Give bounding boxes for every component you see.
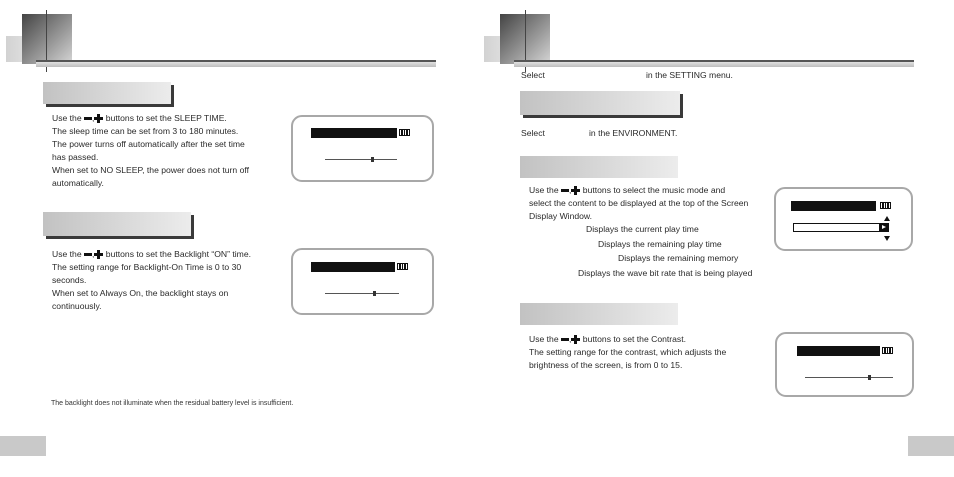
music-use-the: Use the (529, 185, 559, 195)
lcd-slider-track (805, 377, 893, 378)
battery-icon (399, 129, 410, 136)
play-icon-triangle (882, 225, 886, 229)
lcd-title-bar (311, 262, 395, 272)
music-line-1: buttons to select the music mode and (582, 185, 726, 195)
backlight-line-5: continuously. (52, 301, 102, 311)
sleep-use-the: Use the (52, 113, 82, 123)
lcd-slider-thumb (868, 375, 871, 380)
contrast-line-2: The setting range for the contrast, which adjusts the (529, 347, 727, 357)
music-comma: , (569, 185, 572, 195)
lcd-title-bar (791, 201, 876, 211)
battery-icon (880, 202, 891, 209)
contrast-use-the: Use the (529, 334, 559, 344)
scroll-up-arrow-icon (884, 216, 890, 221)
plus-button-icon (94, 114, 103, 123)
backlight-line-3: seconds. (52, 275, 87, 285)
backlight-description (52, 248, 292, 313)
sleep-line-3: The power turns off automatically after the set time (52, 139, 245, 149)
sleep-line-5: When set to NO SLEEP, the power does not turn off (52, 165, 249, 175)
music-mode-lcd-screen (774, 187, 913, 251)
intro-select-setting (521, 69, 821, 82)
backlight-use-the: Use the (52, 249, 82, 259)
plus-button-icon (571, 186, 580, 195)
backlight-line-2: The setting range for Backlight-On Time is 0 to 30 (52, 262, 242, 272)
sleep-lcd-screen (291, 115, 434, 182)
sleep-line-4: has passed. (52, 152, 99, 162)
contrast-line-3: brightness of the screen, is from 0 to 15. (529, 360, 683, 370)
backlight-title-box (43, 212, 191, 236)
plus-button-icon (571, 335, 580, 344)
header-bar-left (36, 62, 436, 67)
battery-icon (882, 347, 893, 354)
music-option-4: Displays the wave bit rate that is being played (578, 268, 753, 278)
music-option-1: Displays the current play time (586, 224, 699, 234)
lcd-slider-thumb (371, 157, 374, 162)
intro2-rest: in the ENVIRONMENT. (589, 128, 678, 138)
intro1-rest: in the SETTING menu. (646, 70, 733, 80)
intro2-select: Select (521, 128, 545, 138)
sleep-title-box (43, 82, 171, 104)
lcd-slider-thumb (373, 291, 376, 296)
contrast-description (529, 333, 779, 372)
minus-button-icon (561, 189, 569, 192)
music-option-2: Displays the remaining play time (598, 239, 722, 249)
minus-button-icon (84, 117, 92, 120)
right-page-number-tab (908, 436, 954, 456)
lcd-title-bar (311, 128, 397, 138)
sleep-line-2: The sleep time can be set from 3 to 180 minutes. (52, 126, 239, 136)
backlight-footnote: The backlight does not illuminate when the residual battery level is insufficient. (51, 400, 294, 407)
left-page-number-tab (0, 436, 46, 456)
battery-icon (397, 263, 408, 270)
lcd-slider-track (325, 159, 397, 160)
lcd-title-bar (797, 346, 880, 356)
music-mode-description (529, 184, 779, 223)
sleep-line-1: buttons to set the SLEEP TIME. (105, 113, 227, 123)
scroll-down-arrow-icon (884, 236, 890, 241)
environment-title-box (520, 91, 680, 115)
backlight-comma: , (92, 249, 95, 259)
header-decoration-dark-left (22, 14, 72, 64)
intro-select-environment (521, 127, 821, 140)
backlight-line-1: buttons to set the Backlight “ON” time. (105, 249, 251, 259)
contrast-line-1: buttons to set the Contrast. (582, 334, 686, 344)
music-option-3: Displays the remaining memory (618, 253, 739, 263)
intro1-select: Select (521, 70, 545, 80)
header-bar-right (514, 62, 914, 67)
backlight-line-4: When set to Always On, the backlight stays on (52, 288, 229, 298)
music-line-3: Display Window. (529, 211, 593, 221)
sleep-description (52, 112, 292, 190)
music-mode-title-box (520, 156, 678, 178)
contrast-title-box (520, 303, 678, 325)
backlight-lcd-screen (291, 248, 434, 315)
lcd-selected-row (793, 223, 888, 232)
music-line-2: select the content to be displayed at the top of the Screen (529, 198, 749, 208)
contrast-lcd-screen (775, 332, 914, 397)
plus-button-icon (94, 250, 103, 259)
sleep-line-6: automatically. (52, 178, 104, 188)
minus-button-icon (561, 338, 569, 341)
minus-button-icon (84, 253, 92, 256)
lcd-slider-track (325, 293, 399, 294)
contrast-comma: , (569, 334, 572, 344)
sleep-comma: , (92, 113, 95, 123)
